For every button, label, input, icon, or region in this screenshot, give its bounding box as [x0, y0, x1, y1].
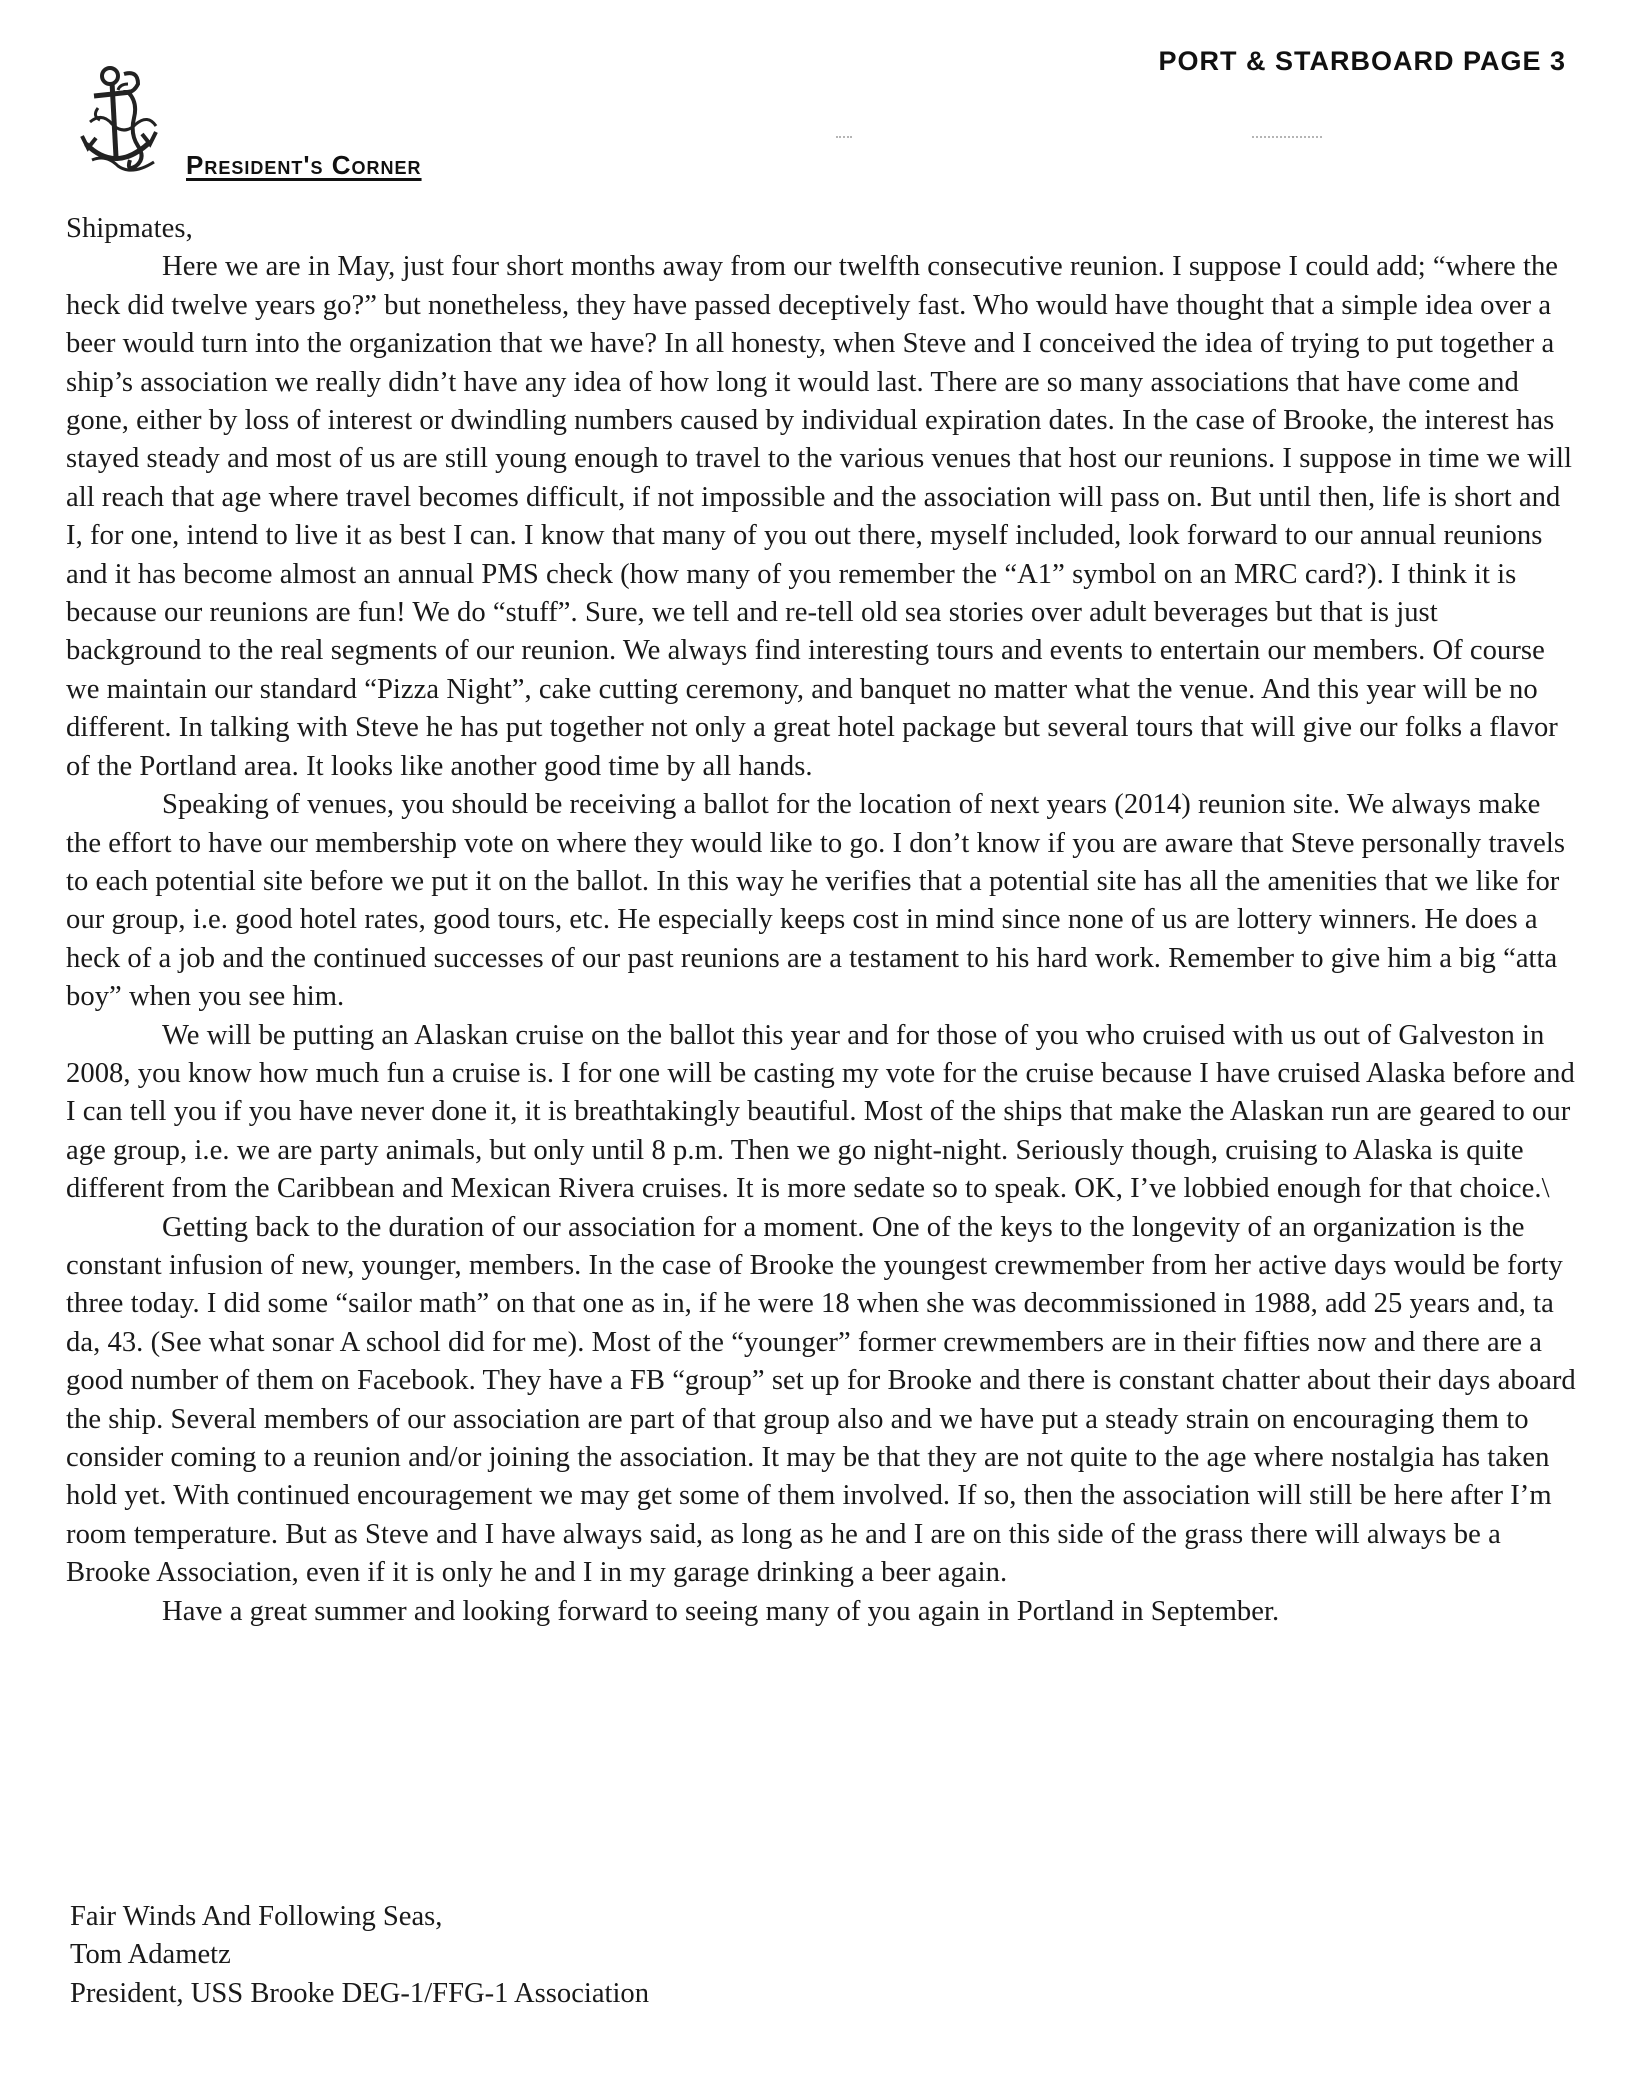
paragraph: Here we are in May, just four short months away from our twelfth consecutive reunion. I suppose I could add; “where the heck did twelve years go?” but nonetheless, they have passed deceptively fast. Who would have thought that a simple idea over a beer would turn into the organization that we have? In all honesty, when Steve and I conceived the idea of trying to put together a ship’s association we really didn’t have any idea of how long it would last. There are so many associations that have come and gone, either by loss of interest or dwindling numbers caused by individual expiration dates. In the case of Brooke, the interest has stayed steady and most of us are still young enough to travel to the various venues that host our reunions. I suppose in time we will all reach that age where travel becomes difficult, if not impossible and the association will pass on. But until then, life is short and I, for one, intend to live it as best I can. I know that many of you out there, myself included, look forward to our annual reunions and it has become almost an annual PMS check (how many of you remember the “A1” symbol on an MRC card?). I think it is because our reunions are fun! We do “stuff”. Sure, we tell and re-tell old sea stories over adult beverages but that is just background to the real segments of our reunion. We always find interesting tours and events to entertain our members. Of course we maintain our standard “Pizza Night”, cake cutting ceremony, and banquet no matter what the venue. And this year will be no different. In talking with Steve he has put together not only a great hotel package but several tours that will give our folks a flavor of the Portland area. It looks like another good time by all hands. — [66, 251, 1572, 782]
sea-horse-anchor-logo-icon — [72, 62, 168, 180]
paragraph: Getting back to the duration of our association for a moment. One of the keys to the longevity of an organization is the constant infusion of new, younger, members. In the case of Brooke the youngest crewmember from her active days would be forty three today. I did some “sailor math” on that one as in, if he were 18 when she was decommissioned in 1988, add 25 years and, ta da, 43. (See what sonar A school did for me). Most of the “younger” former crewmembers are in their fifties now and there are a good number of them on Facebook. They have a FB “group” set up for Brooke and there is constant chatter about their days aboard the ship. Several members of our association are part of that group also and we have put a steady strain on encouraging them to consider coming to a reunion and/or joining the association. It may be that they are not quite to the age where nostalgia has taken hold yet. With continued encouragement we may get some of them involved. If so, then the association will still be here after I’m room temperature. But as Steve and I have always said, as long as he and I are on this side of the grass there will always be a Brooke Association, even if it is only he and I in my garage drinking a beer again. — [66, 1211, 1576, 1589]
paragraph: We will be putting an Alaskan cruise on the ballot this year and for those of you who cruised with us out of Galveston in 2008, you know how much fun a cruise is. I for one will be casting my vote for the cruise because I have cruised Alaska before and I can tell you if you have never done it, it is breathtakingly beautiful. Most of the ships that make the Alaskan run are geared to our age group, i.e. we are party animals, but only until 8 p.m. Then we go night-night. Seriously though, cruising to Alaska is quite different from the Caribbean and Mexican Rivera cruises. It is more sedate so to speak. OK, I’ve lobbied enough for that choice.\ — [66, 1019, 1575, 1205]
page-header: PORT & STARBOARD PAGE 3 — [1158, 46, 1566, 76]
closing-line: Fair Winds And Following Seas, — [70, 1901, 443, 1932]
salutation: Shipmates, — [66, 213, 193, 244]
section-title: President's Corner — [186, 150, 422, 180]
signer-title: President, USS Brooke DEG-1/FFG-1 Association — [70, 1977, 650, 2009]
signer-name: Tom Adametz — [70, 1939, 231, 1971]
scan-speck — [1252, 136, 1322, 141]
scan-speck — [836, 136, 852, 141]
paragraph: Have a great summer and looking forward to seeing many of you again in Portland in September. — [162, 1595, 1280, 1627]
letter-body — [66, 210, 1578, 1631]
paragraph: Speaking of venues, you should be receiving a ballot for the location of next years (2014) reunion site. We always make the effort to have our membership vote on where they would like to go. I don’t know if you are aware that Steve personally travels to each potential site before we put it on the ballot. In this way he verifies that a potential site has all the amenities that we like for our group, i.e. good hotel rates, good tours, etc. He especially keeps cost in mind since none of us are lottery winners. He does a heck of a job and the continued successes of our past reunions are a testament to his hard work. Remember to give him a big “atta boy” when you see him. — [66, 789, 1566, 1013]
signature-block — [70, 1898, 649, 2013]
